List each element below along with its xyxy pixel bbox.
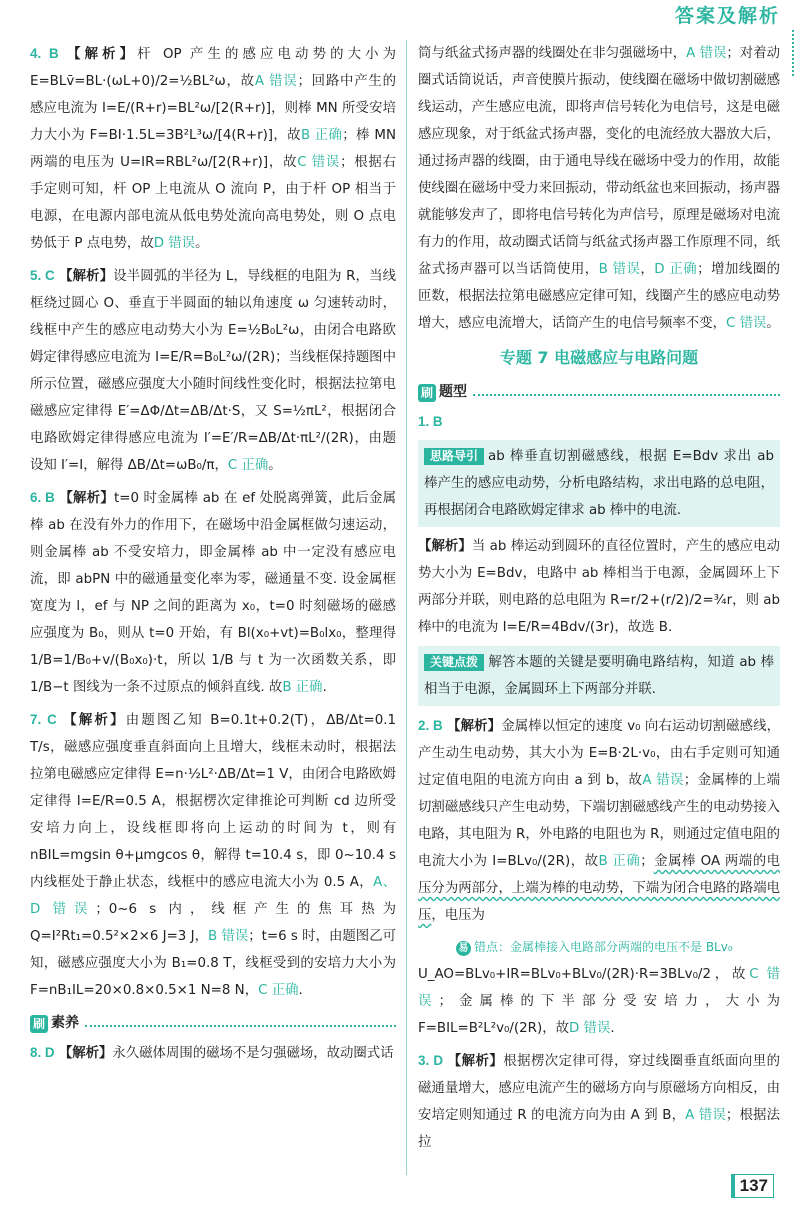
error-prone-note bbox=[418, 934, 780, 961]
judgement-wrong: A、D 错误 bbox=[30, 875, 396, 917]
answer-q8 bbox=[30, 1039, 396, 1067]
judgement-correct: D 正确 bbox=[654, 262, 698, 277]
wavy-underlined-text: 金属棒 OA 两端的电压分为两部分，上端为棒的电动势，下端为闭合电路的路端电压 bbox=[418, 854, 780, 923]
answer-text: 。 bbox=[195, 236, 209, 251]
question-number: 7. C bbox=[30, 712, 57, 727]
section-badge-tixing bbox=[418, 379, 780, 406]
column-divider bbox=[406, 40, 407, 1175]
answer-text: 永久磁体周围的磁场不是匀强磁场，故动圈式话 bbox=[112, 1046, 394, 1061]
judgement-wrong: C 错误 bbox=[297, 155, 341, 170]
judgement-wrong: A 错误 bbox=[254, 74, 298, 89]
answer-text: ；根据法拉 bbox=[418, 1108, 781, 1150]
judgement-wrong: A 错误 bbox=[642, 773, 684, 788]
answer-text: 。 bbox=[268, 458, 282, 473]
answer-q1 bbox=[418, 533, 780, 641]
hint-text: ab 棒垂直切割磁感线，根据 E=Bdv 求出 ab 棒产生的感应电动势，分析电路结构，求出电路的总电阻，再根据闭合电路欧姆定律求 ab 棒中的电流. bbox=[424, 449, 774, 518]
error-prone-icon: 易 bbox=[456, 941, 471, 956]
judgement-wrong: D 错误 bbox=[568, 1021, 611, 1036]
answer-text: U_AO=BLv₀+IR=BLv₀+BLv₀/(2R)·R=3BLv₀/2，故 bbox=[418, 967, 750, 982]
question-number: 4. B bbox=[30, 46, 59, 61]
answer-q5 bbox=[30, 262, 396, 479]
judgement-wrong: D 错误 bbox=[153, 236, 196, 251]
question-number: 1. B bbox=[418, 414, 443, 429]
judgement-wrong: B 错误 bbox=[207, 929, 249, 944]
answer-text: ；0~6 s 内，线框产生的焦耳热为 Q=I²Rt₁=0.5²×2×6 J=3 J， bbox=[30, 902, 396, 944]
analysis-tag: 【解析】 bbox=[418, 539, 472, 554]
answer-text: ；金属棒的下半部分受安培力，大小为 F=BIL=B²L²v₀/(2R)，故 bbox=[418, 994, 781, 1036]
answer-text: 杆 OP 产生的感应电动势的大小为 E=BLv̄=BL·(ωL+0)/2=½BL²ω，故 bbox=[30, 47, 397, 89]
answer-text: . bbox=[610, 1021, 615, 1036]
error-prone-text: 错点：金属棒接入电路部分两端的电压不是 BLv₀ bbox=[474, 940, 733, 954]
analysis-tag: 【解析】 bbox=[59, 269, 114, 284]
right-column bbox=[418, 40, 780, 1161]
hint-box-thinking bbox=[418, 440, 780, 527]
brush-badge-icon: 刷 bbox=[418, 384, 436, 402]
answer-text: ；根据右手定则可知，杆 OP 上电流从 O 流向 P，由于杆 OP 相当于电源，在电源内部电流从低电势处流向高电势处，则 O 点电势低于 P 点电势，故 bbox=[30, 155, 397, 251]
answer-text: 当 ab 棒运动到圆环的直径位置时，产生的感应电动势大小为 E=Bdv，电路中 ab 棒相当于电源，金属圆环上下两部分并联，则电路的总电阻为 R=r/2+(r/2)/2=¾r，则 ab 棒中的电流为 I=E/R=4Bdv/(3r)，故选 B. bbox=[418, 539, 781, 635]
judgement-correct: C 正确 bbox=[227, 458, 269, 473]
answer-q8-continued bbox=[418, 40, 780, 337]
answer-text: ； bbox=[640, 854, 654, 869]
answer-q3 bbox=[418, 1047, 780, 1156]
dotted-rule bbox=[473, 394, 780, 396]
left-column bbox=[30, 40, 396, 1072]
judgement-correct: B 正确 bbox=[282, 680, 323, 695]
hint-text: 解答本题的关键是要明确电路结构，知道 ab 棒相当于电源，金属圆环上下两部分并联. bbox=[424, 655, 774, 697]
question-number: 6. B bbox=[30, 490, 55, 505]
answer-text: ；棒 MN 两端的电压为 U=IR=RBL²ω/[2(R+r)]，故 bbox=[30, 128, 397, 170]
analysis-tag: 【解析】 bbox=[58, 1046, 113, 1061]
page-header-title: 答案及解析 bbox=[674, 5, 780, 27]
answer-text: ；t=6 s 时，由题图乙可知，磁感应强度大小为 B₁=0.8 T，线框受到的安培力大小为 F=nB₁IL=20×0.8×0.5×1 N=8 N， bbox=[30, 929, 397, 998]
badge-label: 素养 bbox=[51, 1015, 79, 1031]
question-number: 8. D bbox=[30, 1045, 55, 1060]
question-number: 3. D bbox=[418, 1053, 444, 1068]
answer-text: 设半圆弧的半径为 L，导线框的电阻为 R，当线框绕过圆心 O、垂直于半圆面的轴以角速度 ω 匀速转动时，线框中产生的感应电动势大小为 E=½B₀L²ω，由闭合电路欧姆定律得感应电流为 I=E/R=B₀L²ω/(2R)；当线框保持题图中所示位置，磁感应强度大小随时间线性变化时，根据法拉第电磁感应定律得 E′=ΔΦ/Δt=ΔB/Δt·S，又 S=½πL²，根据闭合电路欧姆定律得感应电流为 I′=E′/R=ΔB/Δt·πL²/(2R)，由题设知 I′=I，解得 ΔB/Δt=ωB₀/π， bbox=[30, 269, 397, 473]
judgement-wrong: C 错误 bbox=[418, 967, 780, 1009]
question-number: 2. B bbox=[418, 718, 443, 733]
analysis-tag: 【解析】 bbox=[59, 491, 115, 506]
answer-text: 。 bbox=[766, 316, 780, 331]
analysis-tag: 【解析】 bbox=[447, 1054, 504, 1069]
hint-label: 思路导引 bbox=[424, 448, 484, 465]
answer-text: 由题图乙知 B=0.1t+0.2(T)，ΔB/Δt=0.1 T/s，磁感应强度垂直斜面向上且增大，线框未动时，根据法拉第电磁感应定律得 E=n·½L²·ΔB/Δt=1 V，由闭合电路欧姆定律得 I=E/R=0.5 A，根据楞次定律推论可判断 cd 边所受安培力向上，设线框即将向上运动的时间为 t，则有 nBIL=mgsin θ+μmgcos θ，解得 t=10.4 s，即 0~10.4 s 内线框处于静止状态，线框中的感应电流大小为 0.5 A， bbox=[30, 713, 397, 890]
section-badge-suyang bbox=[30, 1010, 396, 1037]
page-number: 137 bbox=[731, 1174, 774, 1198]
badge-label: 题型 bbox=[439, 384, 467, 400]
answer-text: t=0 时金属棒 ab 在 ef 处脱离弹簧，此后金属棒 ab 在没有外力的作用下，在磁场中沿金属框做匀速运动，则金属棒 ab 不受安培力，即金属棒 ab 中一定没有感应电流，即 abPN 中的磁通量变化率为零，磁通量不变. 设金属框宽度为 l，ef 与 NP 之间的距离为 x₀，t=0 时刻磁场的磁感应强度为 B₀，则从 t=0 开始，有 Bl(x₀+vt)=B₀lx₀，整理得 1/B=1/B₀+v/(B₀x₀)·t，所以 1/B 与 t 为一次函数关系，即 1/B−t 图线为一条不过原点的倾斜直线. 故 bbox=[30, 491, 396, 695]
header-decoration bbox=[792, 30, 800, 76]
judgement-correct: C 正确 bbox=[258, 983, 299, 998]
separator: ， bbox=[640, 262, 655, 277]
question-number: 5. C bbox=[30, 268, 55, 283]
dotted-rule bbox=[85, 1025, 396, 1027]
hint-box-key-point bbox=[418, 646, 780, 706]
answer-text: 根据楞次定律可得，穿过线圈垂直纸面向里的磁通量增大，感应电流产生的磁场方向与原磁场方向相反，由安培定则知通过 R 的电流方向为由 A 到 B， bbox=[418, 1054, 780, 1123]
answer-text: 筒与纸盆式扬声器的线圈处在非匀强磁场中， bbox=[418, 46, 687, 61]
answer-text: ；对着动圈式话筒说话，声音使膜片振动，使线圈在磁场中做切割磁感线运动，产生感应电流，即将声信号转化为电信号，这是电磁感应现象，对于纸盆式扬声器，变化的电流经放大器放大后，通过扬声器的线圈，由于通电导线在磁场中受力的作用，故能使线圈在磁场中受力来回振动，带动纸盆也来回振动，扬声器就能够发声了，即将电信号转化为声信号，原理是磁场对电流有力的作用，故动圈式话筒与纸盆式扬声器工作原理不同，纸盆式扬声器可以当话筒使用， bbox=[418, 46, 781, 277]
judgement-wrong: C 错误 bbox=[725, 316, 767, 331]
analysis-tag: 【解析】 bbox=[63, 713, 126, 728]
answer-q4 bbox=[30, 40, 396, 257]
analysis-tag: 【解析】 bbox=[67, 47, 138, 62]
answer-text: ；金属棒的上端切割磁感线只产生电动势，下端切割磁感线产生的电动势接入电路，其电阻为 R，外电路的电阻也为 R，则通过定值电阻的电流大小为 I=BLv₀/(2R)，故 bbox=[418, 773, 780, 869]
answer-q2 bbox=[418, 712, 780, 929]
answer-q6 bbox=[30, 484, 396, 701]
answer-text: 金属棒以恒定的速度 v₀ 向右运动切割磁感线，产生动生电动势，其大小为 E=B·2L·v₀，由右手定则可知通过定值电阻的电流方向由 a 到 b，故 bbox=[418, 719, 781, 788]
judgement-correct: B 正确 bbox=[598, 854, 641, 869]
answer-q2-continued bbox=[418, 961, 780, 1042]
answer-text: ；增加线圈的匝数，根据法拉第电磁感应定律可知，线圈产生的感应电动势增大，感应电流增大，话筒产生的电信号频率不变， bbox=[418, 262, 781, 331]
hint-label: 关键点拨 bbox=[424, 654, 484, 671]
judgement-wrong: A 错误 bbox=[685, 1108, 726, 1123]
judgement-wrong: A 错误 bbox=[686, 46, 727, 61]
judgement-wrong: B 错误 bbox=[598, 262, 641, 277]
analysis-tag: 【解析】 bbox=[447, 719, 502, 734]
judgement-correct: B 正确 bbox=[300, 128, 343, 143]
brush-badge-icon: 刷 bbox=[30, 1015, 48, 1033]
answer-text: . bbox=[298, 983, 303, 998]
answer-text: . bbox=[322, 680, 327, 695]
answer-text: ；回路中产生的感应电流为 I=E/(R+r)=BL²ω/[2(R+r)]，则棒 MN 所受安培力大小为 F=BI·1.5L=3B²L³ω/[4(R+r)]，故 bbox=[30, 74, 396, 143]
answer-q7 bbox=[30, 706, 396, 1004]
section-title: 专题 7 电磁感应与电路问题 bbox=[499, 348, 699, 367]
answer-text: ，电压为 bbox=[431, 908, 485, 923]
question-number-q1 bbox=[418, 408, 780, 436]
